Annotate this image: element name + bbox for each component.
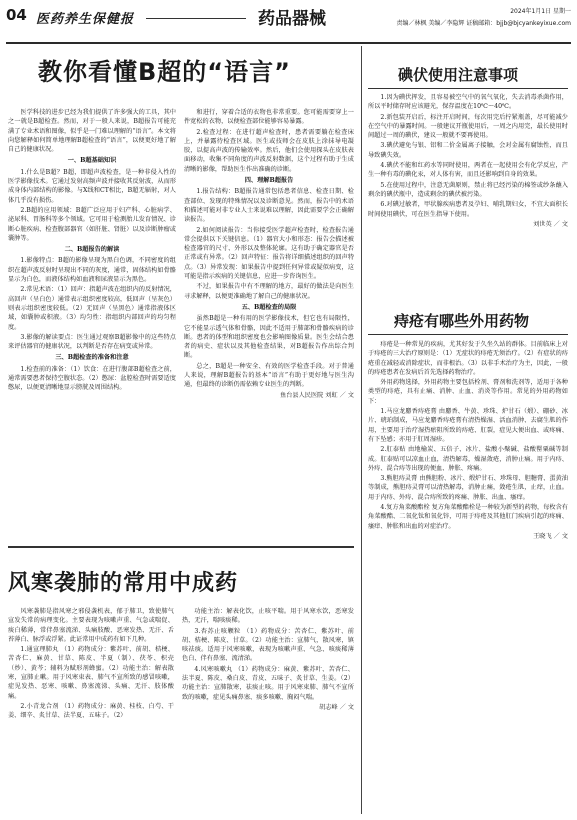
paragraph: 4.复方角菜酸酯栓 复方角菜酸酯栓是一种较为新型的药物，每枚含有角菜酸酯、二氧化钛和氧化锌，可用于痔疮及其他肛门疾病引起的疼痛、瘙痒、肿胀和出血的对症治疗。	[368, 504, 568, 530]
paragraph: 2.如何阅读报告：当你接受医学超声检查时，检查报告通常会提供以下关键信息。（1）器官大小和形态：报告会描述被检查器官的尺寸、外形以及整体轮廓。这有助于确定器官是否正常或有异常。（2）回声特征：报告将详细描述组织的回声特点。（3）异常发现：如果报告中提到任何异常或疑似病变，这可能是指示疾病的关键信息，应进一步咨询医生。	[184, 226, 354, 281]
paragraph: 4.风寒咳嗽丸 （1）药物成分：麻黄、紫苏叶、苦杏仁、法半夏、陈皮、桑白皮、青皮、五味子、炙甘草、生姜。（2）功能主治：宣肺散寒，祛痰止咳。用于风寒束肺、肺气不宣所致的咳嗽，症见头痛鼻塞、痰多咳嗽、胸闷气喘。	[182, 665, 354, 701]
paragraph: 6.对碘过敏者，甲状腺疾病患者及孕妇、哺乳期妇女，不宜大面积长时间使用碘伏，可在医生指导下使用。	[368, 201, 568, 218]
paragraph: 5.在使用过程中，注意无菌原则，禁止将已经污染的棉签或纱条蘸入剩余的碘伏瓶中，造成剩余的碘伏被污染。	[368, 181, 568, 198]
issue-date: 2024年1月1日 星期一	[510, 8, 571, 15]
paragraph: 1.因为碘伏挥发，且容易被空气中的氧气氧化，失去消毒杀菌作用，所以平时储存时应该避光，保存温度在10℃～40℃。	[368, 94, 568, 111]
paragraph: 3.熊胆痔灵膏 由熊胆粉、冰片、煅炉甘石、珍珠母、胆糖膏、蛋黄油等制成，熊胆痔灵膏可以清热解毒，消肿止痛，敛疮生肌，止痒，止血。用于内痔、外痔、混合痔所致的疼痛、肿胀、出血、瘙痒。	[368, 475, 568, 501]
subheading: 四、理解B超报告	[244, 177, 294, 185]
b-ultrasound-column-1	[8, 108, 176, 544]
paragraph: 2.检查过程：在进行超声检查时，患者需要躺在检查床上，并暴露待检查区域。医生或技师会在皮肤上涂抹导电凝胶，以提高声波的传输效率。然后，他们会使用探头在皮肤表面移动，收集不同角度的声波反射数据，这个过程有助于生成清晰的影像，帮助医生作出准确的诊断。	[184, 128, 354, 173]
paragraph: 医学科技的进步已经为我们提供了许多强大的工具，其中之一就是B超检查。然而，对于一般人来说，B超报告可能充满了专业术语和图像，似乎是一门难以理解的“语言”。本文将向您解释如何简单地理解B超检查的“语言”，以便更好地了解自己的健康状况。	[8, 109, 176, 154]
paragraph: 2.肛泰贴 由地榆炭、五倍子、冰片、盐酸小檗碱、盐酸罂粟碱等制成。肛泰贴可以凉血止血，清热解毒，燥湿敛疮，消肿止痛。用于内痔、外痔、混合痔等出现的便血、肿胀、疼痛。	[368, 446, 568, 472]
iodophor-rule	[368, 88, 568, 89]
hemorrhoid-body	[368, 340, 568, 814]
paragraph: 3.碘伏避免与银、铝和二价金属离子接触，会对金属有腐蚀性，而且导致碘失效。	[368, 142, 568, 159]
byline: 鱼台县人民医院 刘虹 ／ 文	[280, 391, 354, 399]
article-title-iodophor: 碘伏使用注意事项	[398, 66, 519, 84]
paragraph: 3.影像的解读要点：医生通过观察B超影像中的这些特点来评估器官的健康状况，以判断是否存在病变或异常。	[8, 333, 176, 351]
paragraph: 1.检查前的准备：（1）饮食：在进行腹部B超检查之前，通常需要患者保持空腹状态。（2）憋尿：盆腔检查时需要适度憋尿，以便更清晰地显示膀胱及周围结构。	[8, 365, 176, 392]
paragraph: 风寒袭肺是指风寒之邪侵袭机表，郁于肺卫，致使肺气宣发失常的病理变化。主要表现为咳嗽声重、气急或喘促、痰白稀薄，常伴鼻塞流涕、头痛肢酸、恶寒发热、无汗、舌苔薄白、脉浮或浮紧。此证常用中成药有如下几种。	[8, 608, 174, 643]
subheading: 五、B超检查的局限	[241, 303, 297, 311]
subheading: 一、B超基础知识	[67, 157, 117, 165]
article-title-lung-tcm: 风寒袭肺的常用中成药	[8, 571, 239, 596]
newspaper-logo: 医药养生保健报	[36, 12, 135, 27]
byline: 胡志峰 ／ 文	[319, 703, 354, 711]
article-title-hemorrhoid: 痔疮有哪些外用药物	[394, 312, 530, 330]
lung-tcm-column-1	[8, 607, 174, 811]
paragraph: 痔疮是一种常见的疾病，尤其好发于久坐久站的群体。目前临床上对于痔疮的三大治疗原则是：（1）无症状的痔疮无须治疗。（2）有症状的痔疮重在减轻或消除症状，而非根治。（3）以非手术治疗为主，因此，一般的痔疮患者在发病后首先选择药物治疗。	[368, 341, 568, 376]
paragraph: 总之，B超是一种安全、有效的医学检查手段。对于普通人来说，理解B超报告的基本“语言”有助于更好地与医生沟通，但最终的诊断仍需依赖专业医生的判断。	[184, 362, 354, 389]
paragraph: 和进行，穿着合适的衣物也非常重要。您可能需要穿上一件宽松的衣物，以便检查部位能够容易暴露。	[184, 109, 354, 126]
paragraph: 功能主治：解表化饮，止咳平喘。用于风寒水饮，恶寒发热，无汗，喘咳痰稀。	[182, 608, 354, 625]
paragraph: 1.影像特点：B超的影像呈现为黑白色调，不同密度的组织在超声波反射时呈现出不同的灰度，通常，固体结构如骨骼显示为白色，而液体结构如血液和尿液显示为黑色。	[8, 257, 176, 284]
paragraph: 2.常见术语：（1）回声：指超声波在组织内的反射情况，高回声（呈白色）通常表示组织密度较高，低回声（呈灰色）则表示组织密度较低。（2）无回声（呈黑色）通常指液体区域，如囊肿或积液。（3）均匀性：指组织内部回声的均匀程度。	[8, 286, 176, 331]
subheading: 二、B超报告的解读	[64, 246, 120, 254]
paragraph: 4.碘伏不能和红药水等同时使用，两者在一起使用会有化学反应，产生一种有毒的碘化汞，对人体有害，而且还影响到自身的效果。	[368, 162, 568, 179]
header-divider	[146, 18, 246, 19]
page-number: 04	[6, 6, 27, 24]
section-title: 药品器械	[258, 9, 326, 29]
subheading: 三、B超检查的准备和注意	[55, 354, 129, 362]
column-divider	[361, 46, 362, 814]
paragraph: 1.报告结构：B超报告通常包括患者信息、检查日期、检查部位、发现的特殊情况以及诊断意见。然而，报告中的术语和描述可能对非专业人士来说难以理解，因此需要学会正确解读报告。	[184, 188, 354, 224]
page-header	[6, 4, 571, 44]
paragraph: 2.小青龙合剂 （1）药物成分：麻黄、桂枝、白芍、干姜、细辛、炙甘草、法半夏、五味子。（2）	[8, 702, 174, 720]
paragraph: 1.什么是B超？B超，即超声波检查，是一种非侵入性的医学影像技术。它通过发射高频声波并接收其反射波，从而形成身体内部结构的影像。与X线和CT相比，B超无辐射，对人体几乎没有损伤。	[8, 168, 176, 204]
lung-tcm-column-2	[182, 607, 354, 811]
hemorrhoid-rule	[368, 334, 568, 335]
paragraph: 1.通宣理肺丸 （1）药物成分：紫苏叶、前胡、桔梗、苦杏仁、麻黄、甘草、陈皮、半夏（制）、茯苓、枳壳（炒）、黄芩；辅料为赋形剂蜂蜜。（2）功能主治：解表散寒，宣肺止嗽。用于风寒束表、肺气不宣所致的感冒咳嗽，症见发热、恶寒、咳嗽、鼻塞流涕、头痛、无汗、肢体酸痛。	[8, 646, 174, 700]
article-title-b-ultrasound: 教你看懂B超的“语言”	[38, 58, 291, 86]
byline: 王晓飞 ／ 文	[533, 532, 568, 540]
paragraph: 2.新包装开启后，标注开启时间，每次用完后拧紧瓶盖，尽可能减少在空气中的暴露时间。一般建议开瓶使用后，一周之内用完，最长使用时间超过一周的碘伏，建议一般就不要再使用。	[368, 113, 568, 140]
paragraph: 不过，如果报告中有不理解的地方，最好的做法是向医生寻求解释，以便更准确地了解自己的健康状况。	[184, 283, 354, 300]
paragraph: 3.杏苏止咳颗粒 （1）药物成分：苦杏仁、紫苏叶、前胡、桔梗、陈皮、甘草。（2）功能主治：宣肺气，散风寒，镇咳祛痰。适用于风寒咳嗽，表现为咳嗽声重、气急、咳痰稀薄色白、伴有鼻塞、流清涕。	[182, 627, 354, 663]
paragraph: 1.马应龙麝香痔疮膏 由麝香、牛黄、珍珠、炉甘石（煅）、硼砂、冰片、琥珀制成，马应龙麝香痔疮膏有清热燥湿、活血消肿、去腐生肌的作用，主要用于治疗湿热瘀阻所致的痔疮、肛裂，症见大便出血、或疼痛、有下坠感；亦用于肛周湿疹。	[368, 408, 568, 443]
paragraph: 外用药物选择，外用药物主要包括栓剂、膏剂和洗剂等，适用于各种类型的痔疮，具有止痛、消肿、止血、消炎等作用。常见的外用药物如下：	[368, 379, 568, 405]
editor-credits: 责编／林枫 美编／李隐辉 证稿邮箱：bjjb@bjcyankeyixue.com	[396, 20, 571, 27]
byline: 刘世英 ／ 文	[533, 220, 568, 228]
b-ultrasound-column-2	[184, 108, 354, 544]
paragraph: 2.B超的应用领域：B超广泛应用于妇产科、心脏病学、泌尿科、胃肠科等多个领域。它可用于检测胎儿发育情况、诊断心脏疾病、检查腹部器官（如肝脏、肾脏）以及诊断肿瘤或囊肿等。	[8, 206, 176, 242]
section-rule	[8, 546, 354, 548]
paragraph: 虽然B超是一种有用的医学影像技术，但它也有局限性，它不能显示透气体和骨骼，因此不适用于肺部和骨骼疾病的诊断。患者的体型和组织密度也会影响图像质量。医生会结合患者的病史、症状以及其他检查结果，对B超报告作出综合判断。	[184, 315, 354, 360]
iodophor-body	[368, 93, 568, 297]
